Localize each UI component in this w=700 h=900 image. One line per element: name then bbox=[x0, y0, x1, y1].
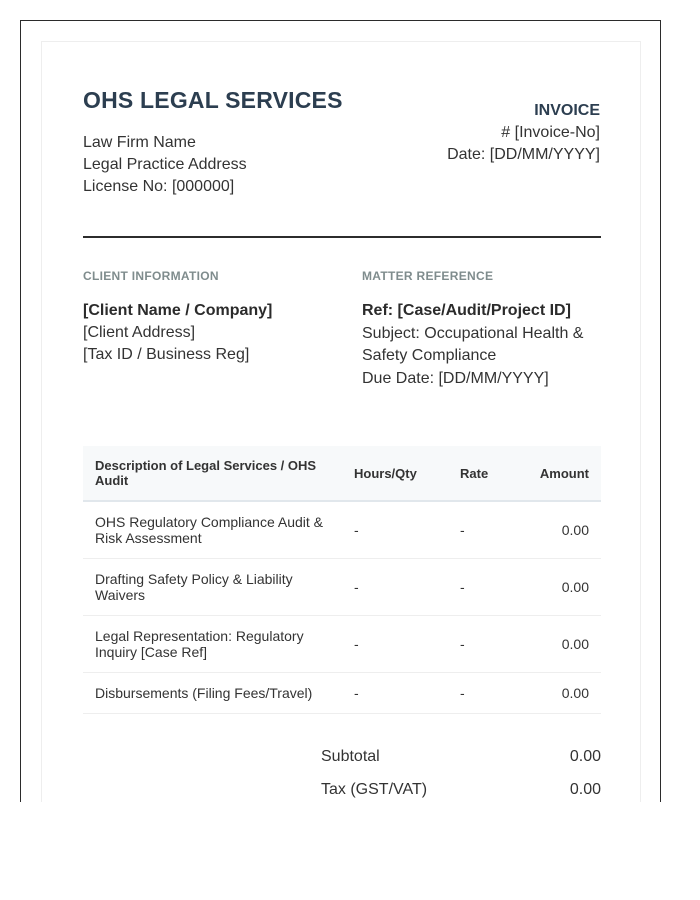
client-section-label: CLIENT INFORMATION bbox=[83, 269, 219, 283]
subtotal-value: 0.00 bbox=[569, 748, 601, 765]
tax-row bbox=[321, 779, 601, 802]
invoice-date: Date: [DD/MM/YYYY] bbox=[447, 146, 600, 163]
header-description: Description of Legal Services / OHS Audit bbox=[83, 446, 342, 501]
firm-details bbox=[83, 132, 247, 198]
row-description: Legal Representation: Regulatory Inquiry [Case Ref] bbox=[83, 616, 342, 673]
client-address: [Client Address] bbox=[83, 324, 196, 341]
firm-heading: OHS LEGAL SERVICES bbox=[83, 87, 343, 113]
table-header-row bbox=[83, 446, 601, 501]
header-hours: Hours/Qty bbox=[342, 446, 448, 501]
invoice-title: INVOICE bbox=[534, 102, 600, 119]
header-rate: Rate bbox=[448, 446, 526, 501]
table-row bbox=[83, 673, 601, 714]
client-tax-id: [Tax ID / Business Reg] bbox=[83, 346, 250, 363]
client-info bbox=[83, 300, 272, 366]
row-description: Drafting Safety Policy & Liability Waivers bbox=[83, 559, 342, 616]
row-description: OHS Regulatory Compliance Audit & Risk Assessment bbox=[83, 501, 342, 559]
services-table bbox=[83, 446, 601, 714]
firm-license-line: License No: [000000] bbox=[83, 178, 235, 195]
firm-name-line: Law Firm Name bbox=[83, 134, 196, 151]
table-row bbox=[83, 616, 601, 673]
row-description: Disbursements (Filing Fees/Travel) bbox=[83, 673, 342, 714]
header-amount: Amount bbox=[526, 446, 601, 501]
firm-address-line: Legal Practice Address bbox=[83, 156, 247, 173]
row-rate: - bbox=[448, 673, 526, 714]
table-row bbox=[83, 559, 601, 616]
matter-ref: Ref: [Case/Audit/Project ID] bbox=[362, 302, 571, 319]
row-amount: 0.00 bbox=[526, 673, 601, 714]
matter-section-label: MATTER REFERENCE bbox=[362, 269, 494, 283]
row-rate: - bbox=[448, 616, 526, 673]
row-amount: 0.00 bbox=[526, 559, 601, 616]
row-hours: - bbox=[342, 673, 448, 714]
header-divider bbox=[83, 236, 601, 238]
matter-due-date: Due Date: [DD/MM/YYYY] bbox=[362, 369, 549, 387]
invoice-number: # [Invoice-No] bbox=[501, 124, 600, 141]
subtotal-label: Subtotal bbox=[321, 748, 380, 765]
tax-value: 0.00 bbox=[569, 781, 601, 798]
row-rate: - bbox=[448, 559, 526, 616]
invoice-paper bbox=[41, 41, 641, 802]
table-row bbox=[83, 501, 601, 559]
invoice-meta bbox=[447, 100, 600, 166]
matter-info bbox=[362, 300, 602, 390]
row-rate: - bbox=[448, 501, 526, 559]
document-frame bbox=[20, 20, 661, 802]
row-amount: 0.00 bbox=[526, 616, 601, 673]
totals-section bbox=[321, 746, 601, 802]
subtotal-row bbox=[321, 746, 601, 779]
tax-label: Tax (GST/VAT) bbox=[321, 781, 428, 798]
row-amount: 0.00 bbox=[526, 501, 601, 559]
row-hours: - bbox=[342, 501, 448, 559]
client-name: [Client Name / Company] bbox=[83, 302, 273, 319]
row-hours: - bbox=[342, 559, 448, 616]
row-hours: - bbox=[342, 616, 448, 673]
matter-subject: Subject: Occupational Health & Safety Compliance bbox=[362, 324, 584, 364]
